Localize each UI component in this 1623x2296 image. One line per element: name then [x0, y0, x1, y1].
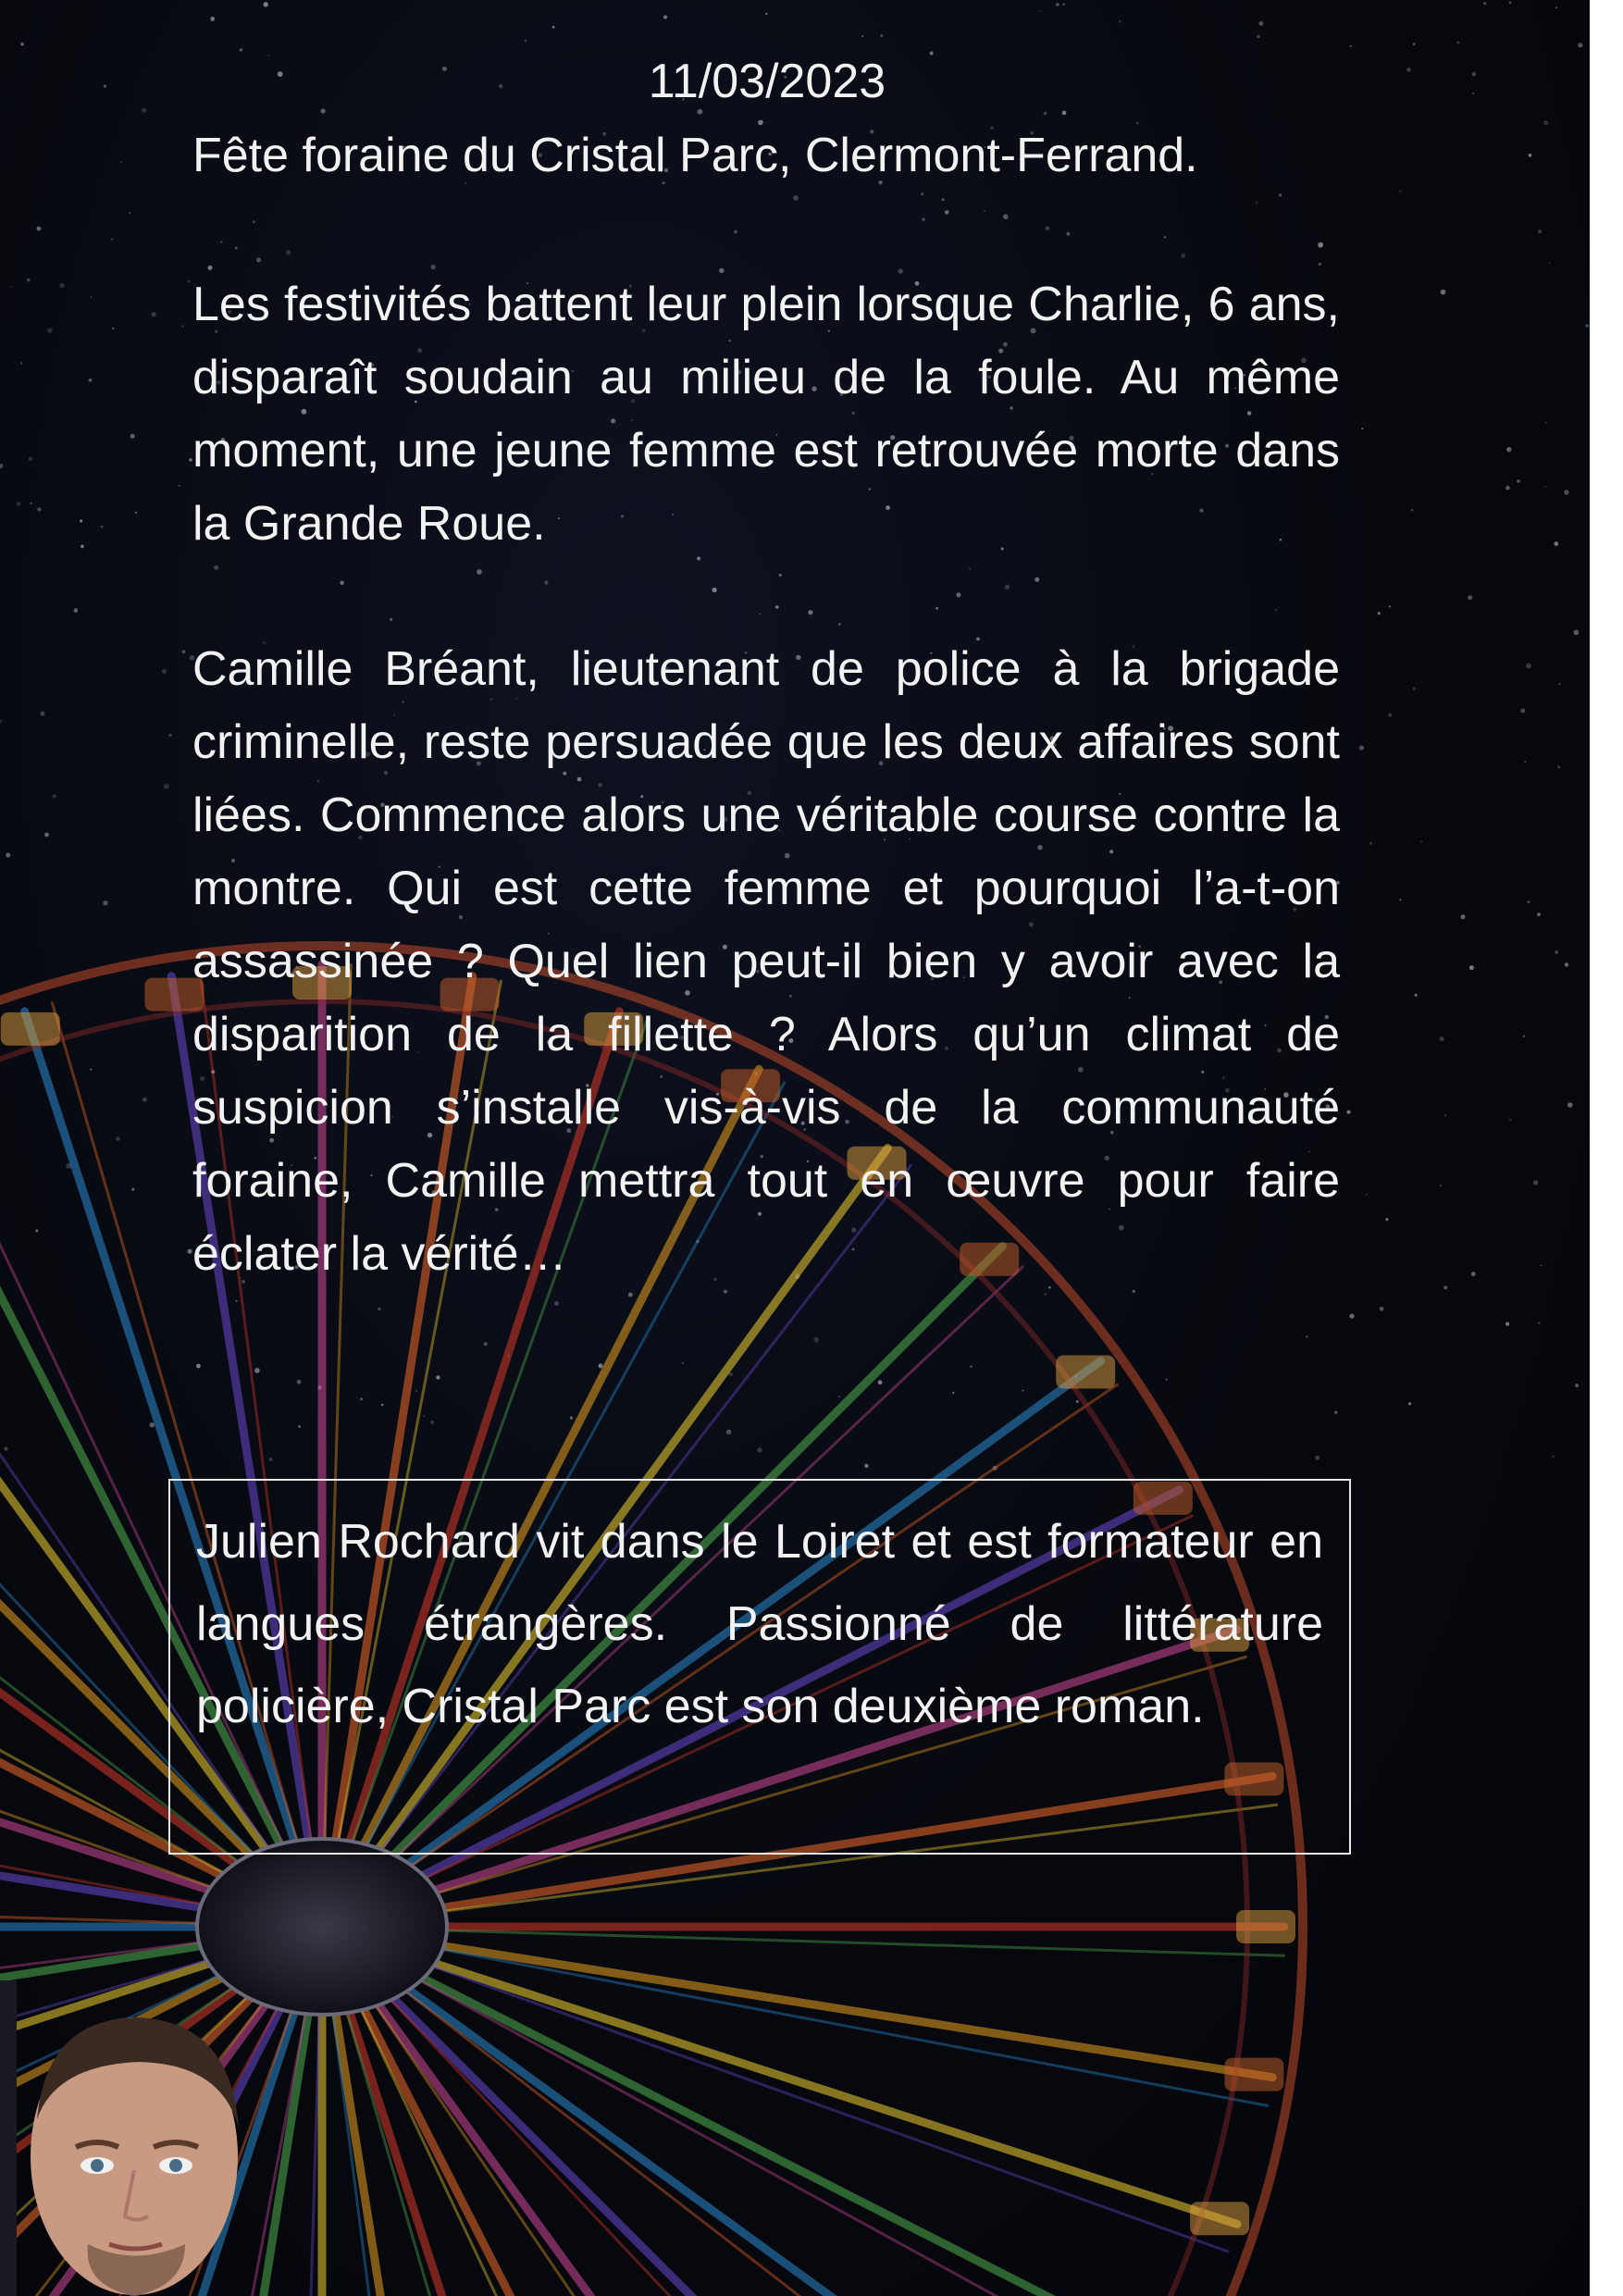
story-location: Fête foraine du Cristal Parc, Clermont-Ferrand.: [192, 129, 1198, 182]
page-margin: [1590, 0, 1623, 2296]
author-bio-box: [168, 1479, 1351, 1855]
synopsis-paragraph-2: Camille Bréant, lieutenant de police à la brigade criminelle, reste persuadée que les deux affaires sont liées. Commence alors une véritable course contre la montre. Qui est cette femme et pourquoi l’a-t-on assassinée ? Quel lien peut-il bien y avoir avec la disparition de la fillette ? Alors qu’un climat de suspicion s’installe vis-à-vis de la communauté foraine, Camille mettra tout en œuvre pour faire éclater la vérité…: [192, 642, 1340, 1281]
synopsis-paragraph-1: Les festivités battent leur plein lorsque Charlie, 6 ans, disparaît soudain au milieu de la foule. Au même moment, une jeune femme est retrouvée morte dans la Grande Roue.: [192, 278, 1340, 551]
story-date: 11/03/2023: [648, 55, 886, 108]
author-bio-text: Julien Rochard vit dans le Loiret et est formateur en langues étrangères. Passionné de littérature policière, Cristal Parc est son deuxième roman.: [196, 1515, 1323, 1733]
author-portrait-photo: [0, 1980, 268, 2296]
